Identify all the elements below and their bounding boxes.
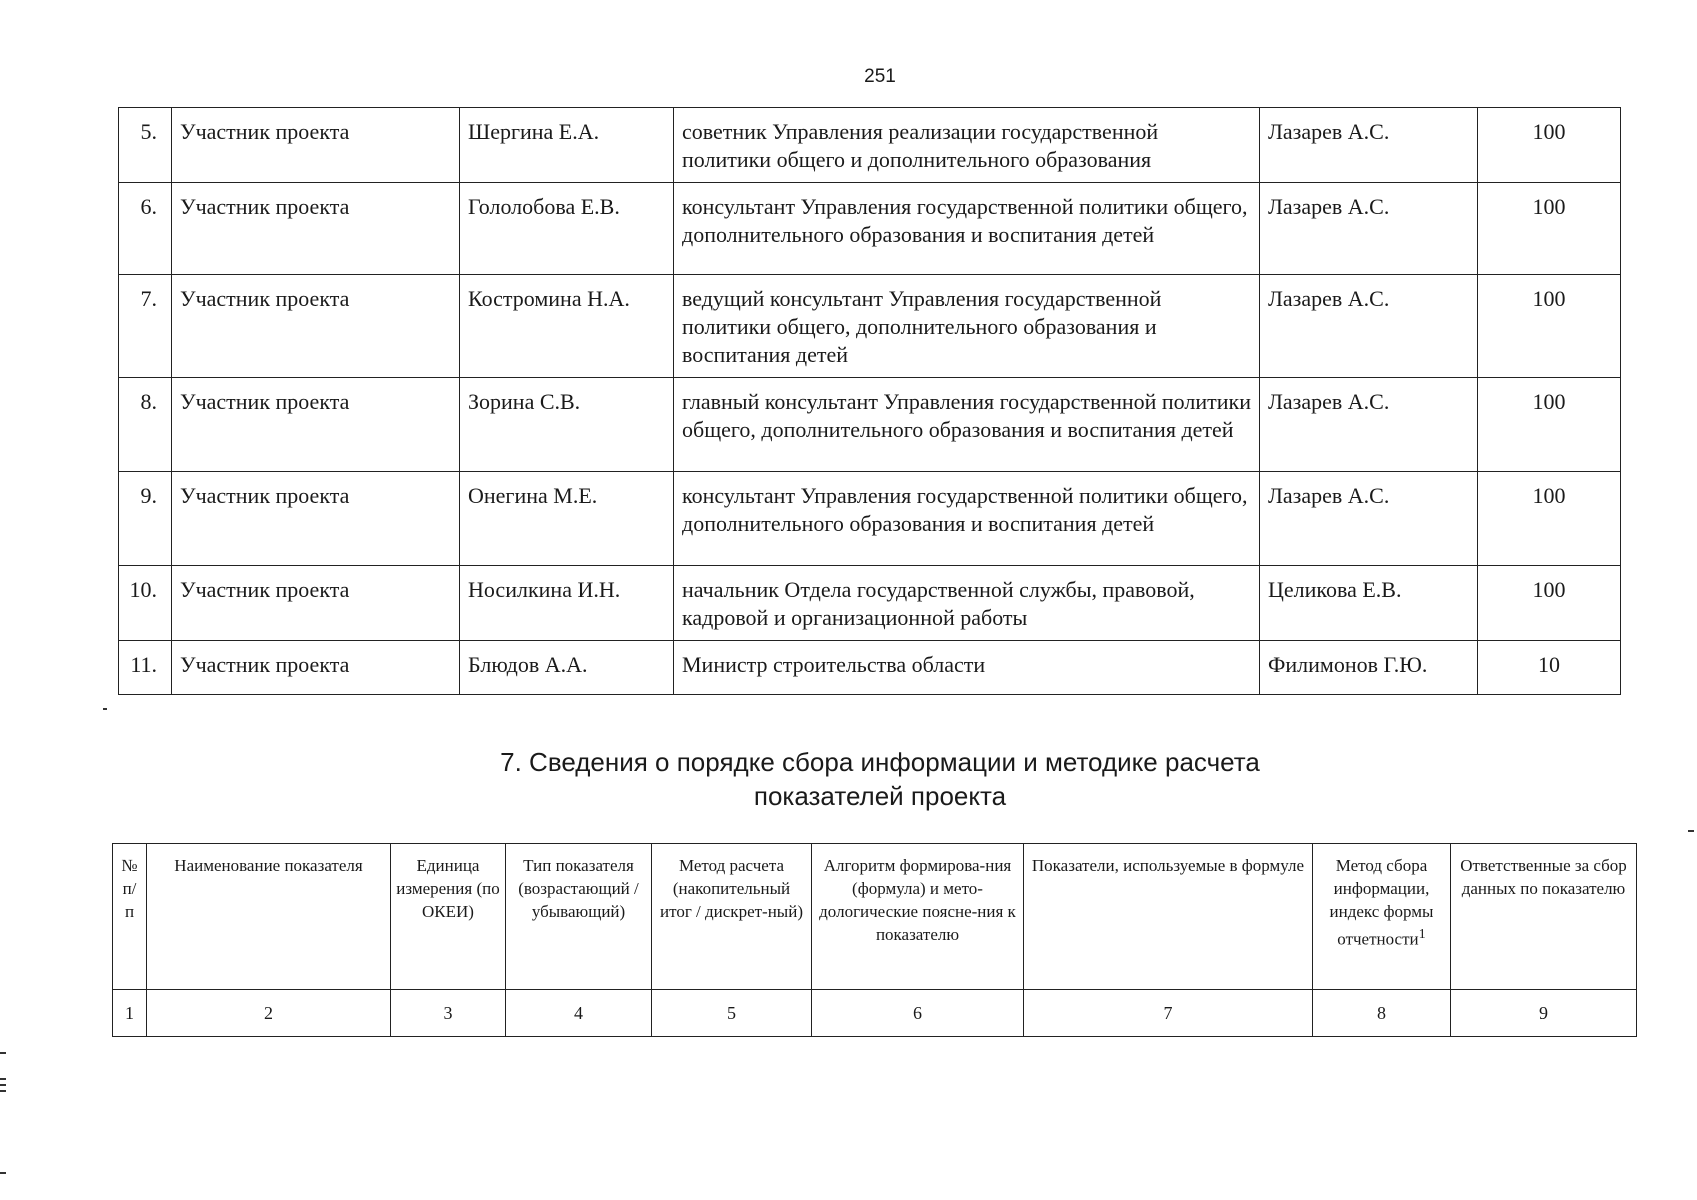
position-cell: ведущий консультант Управления государственной политики общего, дополнительного образования и воспитания детей: [674, 275, 1260, 378]
header-collection-method: [1313, 844, 1451, 990]
header-number: № п/ п: [113, 844, 147, 990]
row-number: 5.: [119, 108, 172, 183]
column-number: 3: [391, 990, 506, 1037]
margin-mark: [0, 1078, 6, 1080]
margin-mark: [0, 1090, 6, 1092]
column-number: 4: [506, 990, 652, 1037]
role-cell: Участник проекта: [172, 378, 460, 472]
row-number: 8.: [119, 378, 172, 472]
participants-table: [118, 107, 1621, 695]
share-cell: 100: [1478, 183, 1621, 275]
name-cell: Блюдов А.А.: [460, 641, 674, 695]
section-7-title-line2: показателей проекта: [753, 781, 1007, 811]
supervisor-cell: Лазарев А.С.: [1260, 183, 1478, 275]
indicators-table: [112, 843, 1637, 1037]
margin-mark: [103, 708, 107, 710]
name-cell: Гололобова Е.В.: [460, 183, 674, 275]
supervisor-cell: Филимонов Г.Ю.: [1260, 641, 1478, 695]
position-cell: главный консультант Управления государственной политики общего, дополнительного образования и воспитания детей: [674, 378, 1260, 472]
column-number: 1: [113, 990, 147, 1037]
participant-row: [119, 472, 1621, 566]
share-cell: 100: [1478, 275, 1621, 378]
name-cell: Шергина Е.А.: [460, 108, 674, 183]
header-algorithm: Алгоритм формирова-ния (формула) и мето-дологические поясне-ния к показателю: [812, 844, 1024, 990]
header-calc-method: Метод расчета (накопительный итог / дискрет-ный): [652, 844, 812, 990]
row-number: 6.: [119, 183, 172, 275]
participant-row: [119, 378, 1621, 472]
margin-mark: [0, 1084, 6, 1086]
row-number: 9.: [119, 472, 172, 566]
header-unit: Единица измерения (по ОКЕИ): [391, 844, 506, 990]
supervisor-cell: Целикова Е.В.: [1260, 566, 1478, 641]
section-7-title: [0, 745, 1697, 813]
margin-mark: [1688, 830, 1694, 832]
position-cell: консультант Управления государственной политики общего, дополнительного образования и воспитания детей: [674, 472, 1260, 566]
share-cell: 100: [1478, 472, 1621, 566]
participant-row: [119, 566, 1621, 641]
role-cell: Участник проекта: [172, 108, 460, 183]
header-collection-method-text: Метод сбора информации, индекс формы отчетности: [1329, 856, 1434, 949]
participant-row: [119, 108, 1621, 183]
margin-mark: [0, 1052, 6, 1054]
column-numbers-row: [113, 990, 1637, 1037]
position-cell: начальник Отдела государственной службы, правовой, кадровой и организационной работы: [674, 566, 1260, 641]
supervisor-cell: Лазарев А.С.: [1260, 108, 1478, 183]
name-cell: Костромина Н.А.: [460, 275, 674, 378]
role-cell: Участник проекта: [172, 472, 460, 566]
supervisor-cell: Лазарев А.С.: [1260, 275, 1478, 378]
section-7-title-line1: 7. Сведения о порядке сбора информации и методике расчета: [500, 747, 1260, 777]
supervisor-cell: Лазарев А.С.: [1260, 378, 1478, 472]
header-responsible: Ответственные за сбор данных по показателю: [1451, 844, 1637, 990]
name-cell: Зорина С.В.: [460, 378, 674, 472]
role-cell: Участник проекта: [172, 641, 460, 695]
column-number: 8: [1313, 990, 1451, 1037]
column-number: 6: [812, 990, 1024, 1037]
row-number: 7.: [119, 275, 172, 378]
role-cell: Участник проекта: [172, 275, 460, 378]
position-cell: Министр строительства области: [674, 641, 1260, 695]
column-number: 2: [147, 990, 391, 1037]
header-indicator-type: Тип показателя (возрастающий / убывающий): [506, 844, 652, 990]
participant-row: [119, 275, 1621, 378]
page-number: 251: [864, 66, 896, 87]
margin-mark: [0, 1172, 6, 1174]
share-cell: 100: [1478, 566, 1621, 641]
participant-row: [119, 183, 1621, 275]
indicators-header-row: [113, 844, 1637, 990]
header-indicator-name: Наименование показателя: [147, 844, 391, 990]
role-cell: Участник проекта: [172, 566, 460, 641]
header-formula-indicators: Показатели, используемые в формуле: [1024, 844, 1313, 990]
position-cell: консультант Управления государственной политики общего, дополнительного образования и воспитания детей: [674, 183, 1260, 275]
position-cell: советник Управления реализации государственной политики общего и дополнительного образования: [674, 108, 1260, 183]
row-number: 11.: [119, 641, 172, 695]
share-cell: 10: [1478, 641, 1621, 695]
column-number: 5: [652, 990, 812, 1037]
column-number: 7: [1024, 990, 1313, 1037]
share-cell: 100: [1478, 108, 1621, 183]
column-number: 9: [1451, 990, 1637, 1037]
role-cell: Участник проекта: [172, 183, 460, 275]
participant-row: [119, 641, 1621, 695]
row-number: 10.: [119, 566, 172, 641]
share-cell: 100: [1478, 378, 1621, 472]
name-cell: Носилкина И.Н.: [460, 566, 674, 641]
footnote-marker: 1: [1418, 926, 1426, 942]
name-cell: Онегина М.Е.: [460, 472, 674, 566]
supervisor-cell: Лазарев А.С.: [1260, 472, 1478, 566]
